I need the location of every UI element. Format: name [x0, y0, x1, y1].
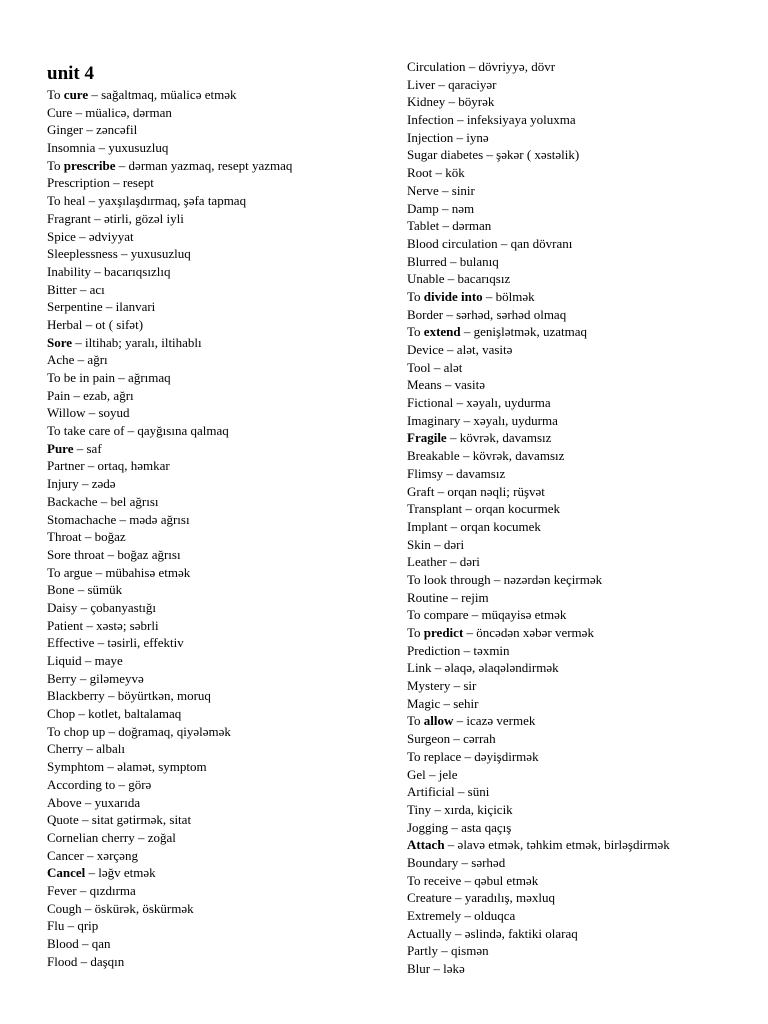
vocab-entry: [47, 493, 377, 511]
vocab-entry-pre: Bitter – acı: [47, 281, 105, 297]
vocab-entry-bold: allow: [423, 713, 454, 729]
vocab-entry: [407, 323, 757, 341]
vocab-entry-pre: Nerve – sinir: [407, 182, 475, 198]
vocab-entry-pre: Root – kök: [407, 165, 465, 181]
vocab-entry: [47, 139, 377, 157]
vocab-entry-pre: Fever – qızdırma: [47, 882, 136, 898]
vocab-entry: [407, 854, 757, 872]
vocab-entry: [47, 687, 377, 705]
vocab-entry: [47, 192, 377, 210]
vocab-entry: [47, 263, 377, 281]
vocab-entry-pre: Cherry – albalı: [47, 741, 125, 757]
vocab-entry: [47, 652, 377, 670]
vocab-entry-pre: Magic – sehir: [407, 695, 479, 711]
vocab-entry: [47, 900, 377, 918]
vocab-entry: [47, 104, 377, 122]
vocab-entry: [407, 907, 757, 925]
vocab-entry: [407, 553, 757, 571]
vocab-entry: [407, 93, 757, 111]
vocab-entry: [407, 111, 757, 129]
vocab-entry-pre: Berry – giləmeyvə: [47, 670, 144, 686]
vocab-entry: [407, 235, 757, 253]
vocab-entry: [47, 369, 377, 387]
vocab-entry-pre: Tool – alət: [407, 359, 463, 375]
vocab-entry-pre: Injection – iynə: [407, 129, 489, 145]
vocab-entry: [47, 157, 377, 175]
vocab-entry: [407, 712, 757, 730]
vocab-entry: [47, 953, 377, 971]
vocab-entry: [47, 935, 377, 953]
vocab-entry-pre: Breakable – kövrək, davamsız: [407, 448, 565, 464]
vocab-entry-pre: To replace – dəyişdirmək: [407, 748, 539, 764]
vocab-entry-pre: Gel – jele: [407, 766, 458, 782]
vocab-entry-pre: Above – yuxarıda: [47, 794, 141, 810]
vocab-entry: [47, 599, 377, 617]
vocab-entry-pre: Partner – ortaq, həmkar: [47, 458, 170, 474]
vocab-entry: [47, 86, 377, 104]
vocab-entry-pre: Flu – qrip: [47, 918, 99, 934]
vocab-entry-pre: Partly – qismən: [407, 943, 489, 959]
vocab-entry: [407, 58, 757, 76]
vocab-entry-bold: prescribe: [63, 157, 116, 173]
vocab-entry-pre: To look through – nəzərdən keçirmək: [407, 571, 603, 587]
vocab-entry-pre: Unable – bacarıqsız: [407, 271, 511, 287]
vocab-entry: [407, 182, 757, 200]
vocab-entry: [407, 766, 757, 784]
vocab-entry-pre: Blackberry – böyürtkən, moruq: [47, 688, 211, 704]
vocab-entry: [407, 659, 757, 677]
vocab-entry-pre: Device – alət, vasitə: [407, 342, 513, 357]
vocab-entry: [407, 783, 757, 801]
vocab-entry: [407, 589, 757, 607]
vocab-entry-pre: To receive – qəbul etmək: [407, 872, 539, 888]
vocab-entry-pre: Link – əlaqə, əlaqələndirmək: [407, 660, 559, 676]
vocab-entry: [407, 571, 757, 589]
vocab-entry: [47, 316, 377, 334]
vocab-entry-pre: Blur – ləkə: [407, 961, 465, 977]
vocab-entry-pre: Effective – təsirli, effektiv: [47, 635, 184, 651]
vocab-entry-pre: Stomachache – mədə ağrısı: [47, 511, 190, 527]
left-column: [47, 62, 377, 970]
vocab-entry-pre: Circulation – dövriyyə, dövr: [407, 59, 556, 74]
vocab-entry-pre: Injury – zədə: [47, 476, 116, 492]
vocab-entry-pre: Spice – ədviyyat: [47, 228, 134, 244]
vocab-entry-pre: Skin – dəri: [407, 536, 465, 552]
vocab-entry-pre: Routine – rejim: [407, 589, 489, 605]
vocab-entry: [407, 606, 757, 624]
vocab-entry-pre: To: [407, 625, 424, 640]
vocab-entry-pre: Fragrant – ətirli, gözəl iyli: [47, 210, 184, 226]
vocab-entry-pre: Surgeon – cərrah: [407, 731, 496, 747]
right-column: [407, 58, 757, 978]
vocab-entry: [47, 758, 377, 776]
vocab-entry-post: – saf: [73, 440, 102, 456]
vocab-entry-pre: Sugar diabetes – şəkər ( xəstəlik): [407, 147, 580, 163]
vocab-entry-post: – ləğv etmək: [85, 865, 156, 881]
vocab-entry: [47, 723, 377, 741]
unit-title: unit 4: [47, 63, 94, 84]
vocab-entry-bold: divide into: [423, 288, 483, 304]
vocab-entry-pre: To argue – mübahisə etmək: [47, 564, 191, 580]
vocab-entry: [407, 376, 757, 394]
vocab-entry-pre: Quote – sitat gətirmək, sitat: [47, 812, 192, 828]
vocab-entry: [47, 174, 377, 192]
vocab-entry: [407, 341, 757, 359]
vocab-entry: [407, 942, 757, 960]
vocab-entry-pre: Liver – qaraciyər: [407, 76, 497, 92]
vocab-entry-pre: Blurred – bulanıq: [407, 253, 499, 269]
vocab-entry: [407, 359, 757, 377]
vocab-entry: [407, 76, 757, 94]
vocab-entry: [47, 882, 377, 900]
vocab-entry-post: – iltihab; yaralı, iltihablı: [72, 334, 202, 350]
vocab-entry-pre: Prediction – təxmin: [407, 642, 510, 658]
vocab-entry-pre: Damp – nəm: [407, 200, 475, 216]
vocab-entry: [407, 730, 757, 748]
vocab-entry: [47, 334, 377, 352]
vocab-entry-pre: Backache – bel ağrısı: [47, 493, 159, 509]
vocab-entry: [47, 829, 377, 847]
vocab-entry: [47, 581, 377, 599]
vocab-entry: [47, 917, 377, 935]
right-vocab-list: [407, 58, 757, 978]
vocab-entry: [407, 536, 757, 554]
vocab-entry: [47, 475, 377, 493]
left-vocab-list: [47, 86, 377, 970]
vocab-entry: [47, 228, 377, 246]
vocab-entry-bold: Pure: [47, 440, 74, 456]
vocab-entry-pre: Artificial – süni: [407, 784, 490, 800]
vocab-entry: [407, 819, 757, 837]
vocab-entry: [47, 404, 377, 422]
vocab-entry-pre: Throat – boğaz: [47, 529, 126, 545]
vocab-entry: [47, 705, 377, 723]
vocab-entry: [407, 695, 757, 713]
vocab-entry-pre: To: [407, 288, 424, 304]
vocab-entry-pre: Infection – infeksiyaya yoluxma: [407, 112, 576, 128]
vocab-entry: [47, 457, 377, 475]
vocab-entry-pre: Graft – orqan nəqli; rüşvət: [407, 483, 545, 499]
vocab-entry: [47, 387, 377, 405]
vocab-entry-pre: Leather – dəri: [407, 554, 480, 570]
vocab-entry-pre: Ginger – zəncəfil: [47, 122, 138, 138]
vocab-entry-pre: To: [407, 713, 424, 729]
vocab-entry: [47, 670, 377, 688]
vocab-entry-post: – əlavə etmək, təhkim etmək, birləşdirmək: [444, 837, 670, 853]
vocab-entry: [407, 253, 757, 271]
vocab-entry-pre: Sore throat – boğaz ağrısı: [47, 546, 181, 562]
vocab-entry: [47, 511, 377, 529]
vocab-entry-pre: To compare – müqayisə etmək: [407, 607, 567, 623]
vocab-entry-post: – icazə vermek: [453, 713, 536, 729]
vocab-entry: [47, 351, 377, 369]
vocab-entry: [407, 801, 757, 819]
vocab-entry-pre: Kidney – böyrək: [407, 94, 495, 110]
vocab-entry-pre: Means – vasitə: [407, 377, 485, 393]
vocab-entry: [407, 465, 757, 483]
vocab-entry-pre: Extremely – olduqca: [407, 908, 516, 923]
vocab-entry-pre: Flimsy – davamsız: [407, 465, 506, 481]
vocab-entry: [407, 500, 757, 518]
vocab-entry: [407, 447, 757, 465]
vocab-entry: [47, 121, 377, 139]
vocab-entry: [407, 925, 757, 943]
vocab-entry: [47, 440, 377, 458]
vocab-entry-pre: Implant – orqan kocumek: [407, 518, 541, 534]
vocab-entry-post: – dərman yazmaq, resept yazmaq: [115, 157, 293, 173]
vocab-entry: [407, 483, 757, 501]
vocab-entry-post: – öncədən xəbər vermək: [463, 625, 594, 640]
vocab-entry: [407, 217, 757, 235]
vocab-entry-pre: According to – görə: [47, 776, 152, 792]
vocab-entry-pre: Serpentine – ilanvari: [47, 299, 156, 315]
vocab-entry-pre: Creature – yaradılış, məxluq: [407, 890, 556, 906]
vocab-entry-post: – bölmək: [482, 288, 535, 304]
vocab-entry: [407, 306, 757, 324]
vocab-entry: [407, 394, 757, 412]
vocab-entry: [47, 245, 377, 263]
vocab-entry: [407, 677, 757, 695]
vocab-entry: [407, 164, 757, 182]
vocab-entry-pre: Herbal – ot ( sifət): [47, 316, 144, 332]
vocab-entry-pre: To take care of – qayğısına qalmaq: [47, 423, 229, 439]
vocab-entry: [47, 528, 377, 546]
vocab-entry: [407, 288, 757, 306]
vocab-entry: [47, 740, 377, 758]
vocab-entry-pre: Blood circulation – qan dövranı: [407, 235, 573, 251]
vocab-entry-pre: To heal – yaxşılaşdırmaq, şəfa tapmaq: [47, 193, 247, 209]
vocab-entry-pre: Liquid – maye: [47, 653, 123, 668]
vocab-entry: [47, 281, 377, 299]
vocab-entry-pre: Border – sərhəd, sərhəd olmaq: [407, 306, 567, 322]
vocab-entry-pre: Pain – ezab, ağrı: [47, 387, 134, 403]
vocab-entry-bold: predict: [423, 625, 464, 640]
vocab-entry: [47, 864, 377, 882]
vocab-entry: [407, 146, 757, 164]
vocab-entry-bold: extend: [423, 324, 461, 340]
vocab-entry-pre: Blood – qan: [47, 936, 111, 951]
vocab-entry-post: – genişlətmək, uzatmaq: [460, 324, 587, 340]
vocab-entry-bold: cure: [63, 87, 89, 102]
vocab-entry-post: – sağaltmaq, müalicə etmək: [88, 87, 237, 102]
vocab-entry: [407, 412, 757, 430]
vocab-entry-pre: Imaginary – xəyalı, uydurma: [407, 412, 558, 428]
vocab-entry-pre: Daisy – çobanyastığı: [47, 599, 157, 615]
vocab-entry-pre: Cancer – xərçəng: [47, 847, 138, 863]
vocab-entry-pre: Inability – bacarıqsızlıq: [47, 263, 171, 279]
vocab-entry-pre: Prescription – resept: [47, 175, 154, 191]
vocab-entry-pre: Cough – öskürək, öskürmək: [47, 900, 194, 916]
vocab-entry: [407, 518, 757, 536]
vocab-entry: [47, 546, 377, 564]
vocab-entry-post: – kövrək, davamsız: [446, 430, 552, 446]
vocab-entry: [407, 624, 757, 642]
vocab-entry-pre: Flood – daşqın: [47, 953, 125, 969]
vocab-entry: [47, 564, 377, 582]
vocab-entry: [407, 960, 757, 978]
vocab-entry: [407, 872, 757, 890]
vocab-entry: [47, 298, 377, 316]
vocab-entry-pre: To: [47, 157, 64, 173]
vocab-entry: [47, 847, 377, 865]
vocab-entry-pre: Actually – əslində, faktiki olaraq: [407, 925, 578, 941]
vocab-entry-pre: Boundary – sərhəd: [407, 854, 506, 870]
vocab-entry-pre: Mystery – sir: [407, 678, 477, 694]
vocab-entry-pre: Cure – müalicə, dərman: [47, 104, 172, 120]
vocab-entry-bold: Cancel: [47, 865, 86, 881]
vocab-entry: [47, 617, 377, 635]
vocab-entry: [407, 889, 757, 907]
vocab-entry-bold: Fragile: [407, 430, 447, 446]
vocab-entry-pre: Fictional – xəyalı, uydurma: [407, 395, 551, 411]
vocab-entry: [407, 429, 757, 447]
vocab-entry-bold: Sore: [47, 334, 73, 350]
vocab-entry-pre: To: [47, 87, 64, 102]
vocab-entry-pre: Patient – xəstə; səbrli: [47, 617, 159, 633]
vocab-entry: [47, 634, 377, 652]
vocab-entry: [47, 794, 377, 812]
vocab-entry-pre: Chop – kotlet, baltalamaq: [47, 706, 182, 722]
vocab-entry: [407, 642, 757, 660]
vocab-entry-pre: Symphtom – əlamət, symptom: [47, 759, 207, 775]
vocab-entry: [407, 270, 757, 288]
vocab-entry: [407, 200, 757, 218]
vocab-entry-pre: Tiny – xırda, kiçicik: [407, 801, 513, 817]
vocab-entry-pre: Cornelian cherry – zoğal: [47, 829, 176, 845]
vocab-entry-pre: Sleeplessness – yuxusuzluq: [47, 246, 191, 262]
vocab-entry-pre: To chop up – doğramaq, qiyələmək: [47, 723, 231, 739]
vocab-entry-pre: Insomnia – yuxusuzluq: [47, 140, 169, 156]
vocab-entry-pre: Tablet – dərman: [407, 218, 492, 234]
vocab-entry-pre: Jogging – asta qaçış: [407, 819, 512, 835]
vocab-entry: [47, 776, 377, 794]
vocab-entry-pre: Transplant – orqan kocurmek: [407, 501, 560, 517]
vocab-entry-pre: Bone – sümük: [47, 582, 123, 598]
vocab-entry-pre: Willow – soyud: [47, 405, 130, 421]
vocab-entry-bold: Attach: [407, 837, 445, 853]
vocab-entry: [47, 811, 377, 829]
vocab-entry-pre: To: [407, 324, 424, 340]
vocab-entry: [407, 129, 757, 147]
vocab-entry: [47, 422, 377, 440]
vocab-entry: [407, 748, 757, 766]
vocab-entry-pre: To be in pain – ağrımaq: [47, 370, 171, 385]
vocab-entry: [47, 210, 377, 228]
vocab-entry: [407, 836, 757, 854]
vocab-entry-pre: Ache – ağrı: [47, 352, 108, 368]
